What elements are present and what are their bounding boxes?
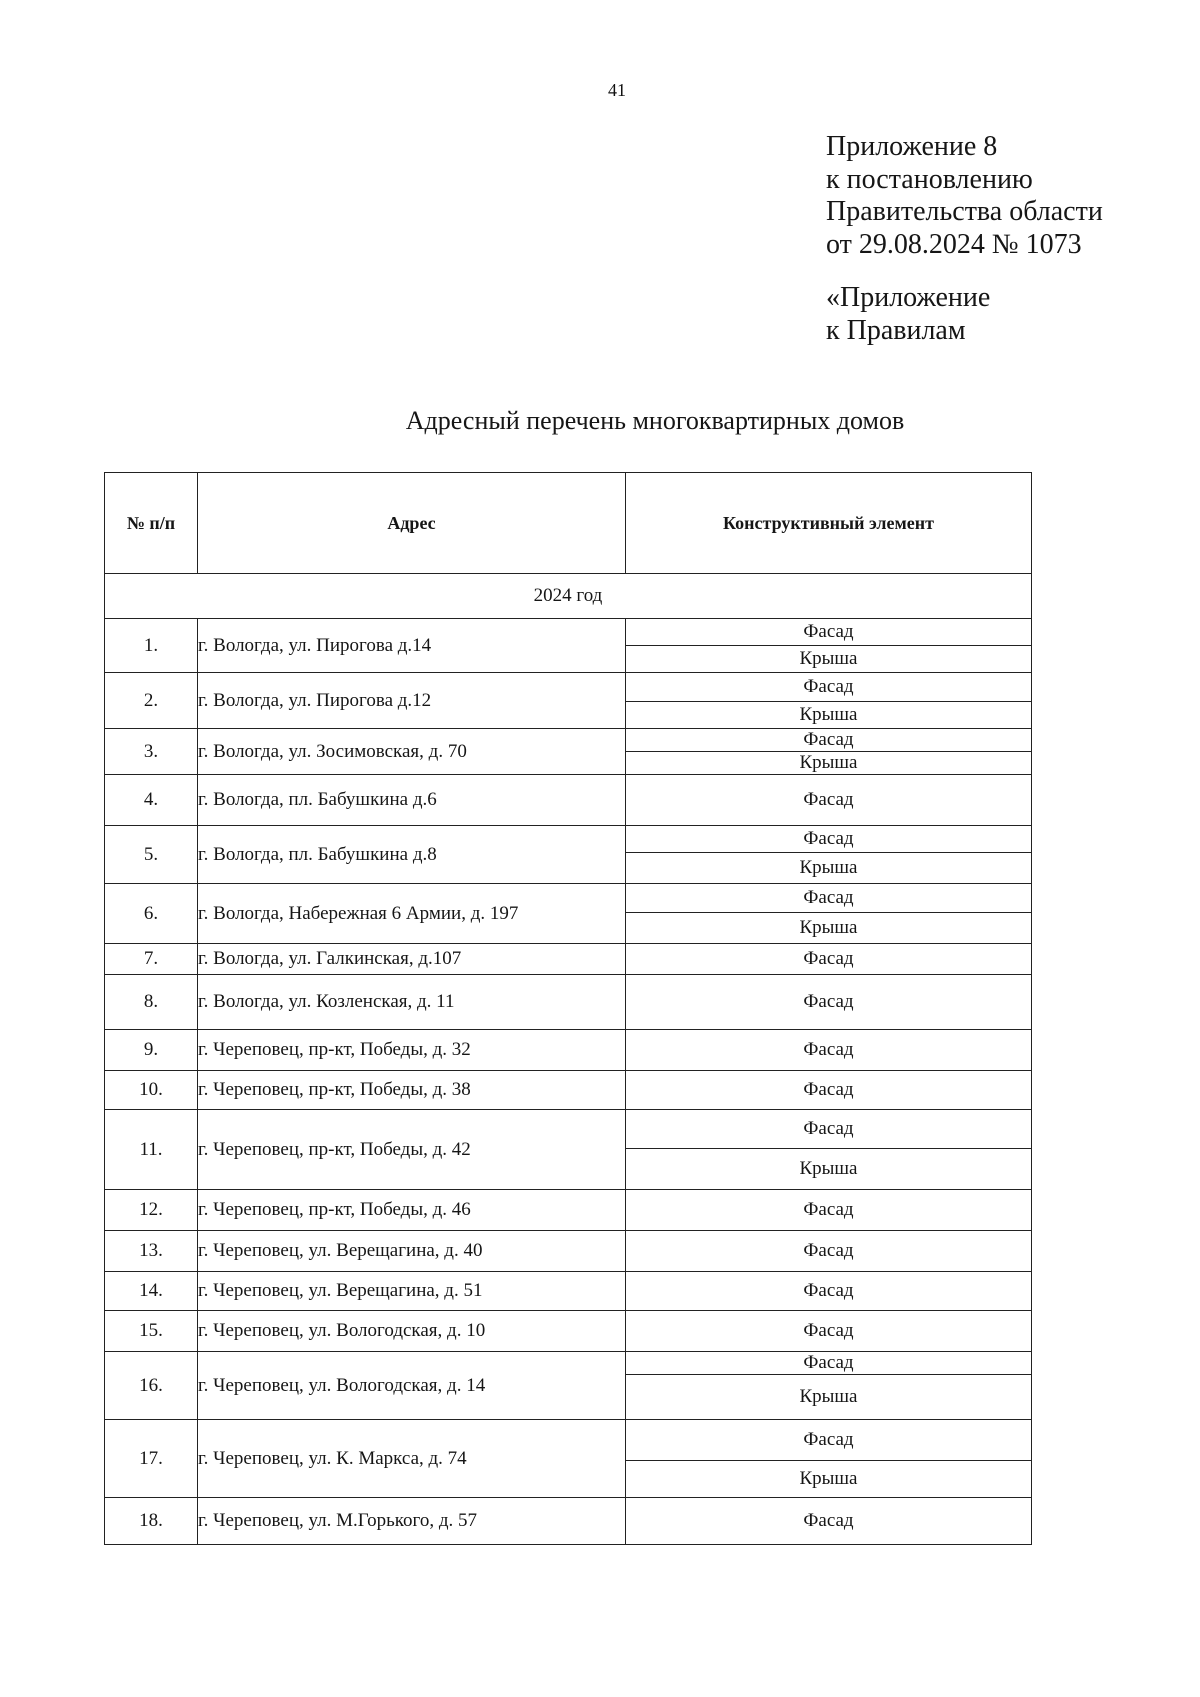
row-number: 18.	[105, 1498, 198, 1545]
row-number: 2.	[105, 673, 198, 729]
row-element: Фасад	[626, 826, 1032, 853]
row-element: Фасад	[626, 1190, 1032, 1231]
table-row	[105, 975, 1032, 1030]
row-element: Фасад	[626, 1030, 1032, 1071]
row-address: г. Череповец, пр-кт, Победы, д. 42	[198, 1110, 626, 1190]
row-number: 14.	[105, 1272, 198, 1311]
row-element: Крыша	[626, 1149, 1032, 1190]
row-address: г. Череповец, пр-кт, Победы, д. 46	[198, 1190, 626, 1231]
row-number: 7.	[105, 944, 198, 975]
header-number: № п/п	[105, 473, 198, 574]
row-number: 5.	[105, 826, 198, 884]
table-row	[105, 1311, 1032, 1352]
row-number: 17.	[105, 1420, 198, 1498]
row-element: Крыша	[626, 913, 1032, 944]
row-address: г. Череповец, ул. Верещагина, д. 40	[198, 1231, 626, 1272]
table-row	[105, 884, 1032, 913]
row-element: Фасад	[626, 619, 1032, 646]
row-address: г. Череповец, пр-кт, Победы, д. 38	[198, 1071, 626, 1110]
row-address: г. Череповец, ул. Верещагина, д. 51	[198, 1272, 626, 1311]
row-number: 13.	[105, 1231, 198, 1272]
appendix-line: Правительства области	[826, 196, 1103, 227]
row-element: Фасад	[626, 729, 1032, 752]
row-address: г. Череповец, ул. Вологодская, д. 10	[198, 1311, 626, 1352]
row-element: Фасад	[626, 1071, 1032, 1110]
row-element: Крыша	[626, 853, 1032, 884]
row-element: Фасад	[626, 1420, 1032, 1461]
row-element: Фасад	[626, 1498, 1032, 1545]
table-header-row	[105, 473, 1032, 574]
row-element: Крыша	[626, 752, 1032, 775]
table-row	[105, 729, 1032, 752]
table-row	[105, 1110, 1032, 1149]
table-row	[105, 619, 1032, 646]
table-body	[105, 574, 1032, 1545]
table-row	[105, 1231, 1032, 1272]
row-address: г. Череповец, ул. К. Маркса, д. 74	[198, 1420, 626, 1498]
row-number: 15.	[105, 1311, 198, 1352]
row-address: г. Вологда, ул. Зосимовская, д. 70	[198, 729, 626, 775]
appendix-sub-line: «Приложение	[826, 282, 991, 313]
row-address: г. Череповец, ул. М.Горького, д. 57	[198, 1498, 626, 1545]
document-title: Адресный перечень многоквартирных домов	[405, 406, 905, 435]
header-address: Адрес	[198, 473, 626, 574]
row-element: Фасад	[626, 673, 1032, 702]
row-number: 6.	[105, 884, 198, 944]
page-number: 41	[608, 80, 626, 100]
appendix-line: Приложение 8	[826, 131, 998, 162]
row-address: г. Череповец, пр-кт, Победы, д. 32	[198, 1030, 626, 1071]
row-address: г. Вологда, пл. Бабушкина д.6	[198, 775, 626, 826]
appendix-line: от 29.08.2024 № 1073	[826, 228, 1082, 260]
table-row	[105, 1190, 1032, 1231]
row-number: 16.	[105, 1352, 198, 1420]
row-number: 8.	[105, 975, 198, 1030]
row-element: Крыша	[626, 702, 1032, 729]
row-address: г. Вологда, ул. Козленская, д. 11	[198, 975, 626, 1030]
row-element: Крыша	[626, 1461, 1032, 1498]
row-element: Фасад	[626, 1311, 1032, 1352]
row-element: Фасад	[626, 884, 1032, 913]
table-row	[105, 1498, 1032, 1545]
row-element: Крыша	[626, 1375, 1032, 1420]
row-element: Фасад	[626, 944, 1032, 975]
row-number: 12.	[105, 1190, 198, 1231]
row-element: Фасад	[626, 1231, 1032, 1272]
table-row	[105, 1071, 1032, 1110]
header-element: Конструктивный элемент	[626, 473, 1032, 574]
row-address: г. Вологда, ул. Пирогова д.14	[198, 619, 626, 673]
address-table	[104, 472, 1032, 1545]
row-element: Фасад	[626, 1272, 1032, 1311]
row-address: г. Вологда, ул. Галкинская, д.107	[198, 944, 626, 975]
table-row	[105, 1272, 1032, 1311]
row-number: 10.	[105, 1071, 198, 1110]
table-row	[105, 673, 1032, 702]
row-element: Крыша	[626, 646, 1032, 673]
year-row	[105, 574, 1032, 619]
row-element: Фасад	[626, 1110, 1032, 1149]
row-number: 3.	[105, 729, 198, 775]
row-element: Фасад	[626, 775, 1032, 826]
appendix-block	[826, 131, 1103, 347]
row-element: Фасад	[626, 975, 1032, 1030]
row-element: Фасад	[626, 1352, 1032, 1375]
appendix-line: к постановлению	[826, 163, 1033, 195]
table-row	[105, 1030, 1032, 1071]
row-address: г. Вологда, ул. Пирогова д.12	[198, 673, 626, 729]
row-address: г. Вологда, пл. Бабушкина д.8	[198, 826, 626, 884]
table-row	[105, 1420, 1032, 1461]
table-row	[105, 944, 1032, 975]
row-number: 11.	[105, 1110, 198, 1190]
table-row	[105, 775, 1032, 826]
appendix-sub-line: к Правилам	[826, 314, 966, 346]
row-address: г. Вологда, Набережная 6 Армии, д. 197	[198, 884, 626, 944]
table-row	[105, 826, 1032, 853]
row-number: 4.	[105, 775, 198, 826]
table-row	[105, 1352, 1032, 1375]
row-number: 9.	[105, 1030, 198, 1071]
row-address: г. Череповец, ул. Вологодская, д. 14	[198, 1352, 626, 1420]
year-label: 2024 год	[105, 574, 1032, 619]
row-number: 1.	[105, 619, 198, 673]
